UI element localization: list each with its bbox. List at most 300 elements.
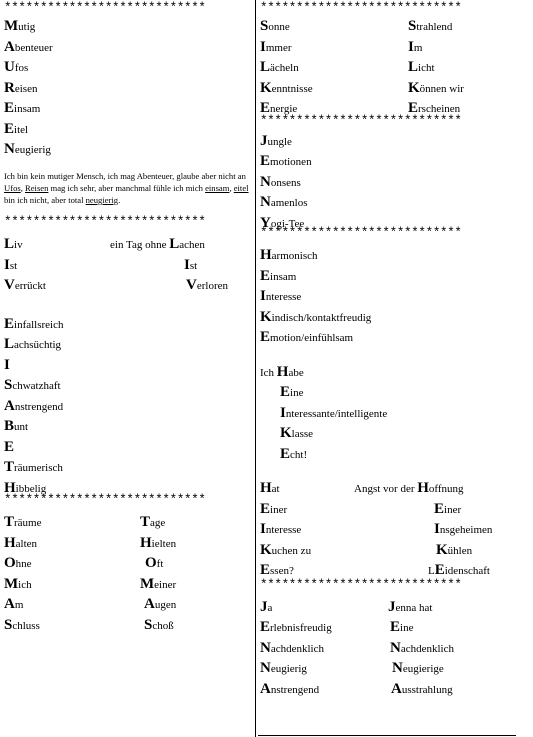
poem-line-right (354, 478, 464, 500)
acrostic-rest: chluss (12, 619, 40, 632)
acrostic-word (144, 596, 177, 613)
acrostic-initial: I (280, 404, 286, 421)
acrostic-initial: M (140, 575, 155, 592)
poem-line (260, 307, 530, 328)
acrostic-initial: S (4, 616, 13, 633)
acrostic-rest: chwatzhaft (12, 380, 61, 393)
poem-line (4, 615, 250, 636)
acrostic-initial: N (392, 660, 403, 676)
poem-line-left (260, 658, 307, 680)
acrostic-initial: I (260, 288, 266, 304)
acrostic-word (4, 459, 63, 476)
acrostic-initial: O (145, 555, 157, 572)
acrostic-word (260, 521, 302, 537)
acrostic-initial: S (4, 377, 13, 394)
poem-line (4, 16, 250, 37)
acrostic-word (4, 418, 29, 435)
acrostic-rest: ine (400, 622, 414, 634)
acrostic-rest: offnung (428, 483, 464, 495)
acrostic-word (408, 38, 423, 55)
acrostic-initial: E (260, 329, 271, 345)
acrostic-rest: choß (152, 619, 174, 632)
acrostic-initial: K (280, 425, 292, 441)
column-divider (255, 0, 256, 737)
acrostic-word (4, 59, 29, 75)
acrostic-word (260, 214, 305, 231)
poem-line-left (4, 255, 17, 277)
acrostic-rest: idenschaft (444, 565, 490, 577)
acrostic-word (4, 596, 24, 613)
poem-line (260, 540, 530, 561)
star-divider: **************************** (4, 493, 206, 508)
poem-line-right (144, 594, 176, 616)
text-run: Ich bin kein mutiger Mensch, ich mag Abenteuer, glaube aber nicht an (4, 170, 246, 181)
poem-line (260, 192, 530, 213)
acrostic-word (4, 38, 53, 55)
poem-line (4, 255, 250, 276)
acrostic-initial: T (140, 514, 151, 531)
acrostic-rest: m (413, 41, 423, 54)
poem-jenny (260, 131, 530, 234)
poem-line (4, 37, 250, 58)
acrostic-initial: J (388, 598, 396, 615)
poem-line (4, 533, 250, 554)
acrostic-word (260, 100, 298, 116)
acrostic-rest: motionen (270, 156, 312, 168)
acrostic-rest: a (267, 601, 273, 614)
acrostic-rest: eugierig (270, 663, 307, 675)
poem-simlke (260, 16, 530, 119)
poem-line (260, 245, 530, 266)
acrostic-initial: O (4, 555, 16, 572)
acrostic-rest: utig (18, 21, 36, 33)
poem-line-left (260, 98, 297, 120)
acrostic-initial: R (4, 79, 15, 96)
poem-line (260, 327, 530, 348)
text-run: , (20, 182, 26, 193)
acrostic-word (4, 141, 51, 157)
acrostic-word (4, 277, 46, 294)
star-divider: **************************** (260, 226, 462, 240)
acrostic-word (408, 79, 464, 96)
poem-line-right (140, 533, 176, 555)
poem-mut (4, 16, 250, 160)
poem-line-left (260, 499, 287, 521)
acrostic-rest: hne (15, 558, 32, 571)
line-prefix: Ich (260, 366, 277, 379)
acrostic-initial: B (4, 418, 15, 435)
acrostic-rest: nergie (270, 103, 298, 115)
acrostic-word (4, 100, 41, 116)
poem-line-left (260, 78, 313, 100)
acrostic-rest: räume (14, 517, 42, 530)
acrostic-initial: N (4, 141, 15, 157)
acrostic-rest: ühlen (447, 544, 473, 557)
acrostic-word (4, 256, 18, 273)
star-divider: **************************** (260, 113, 462, 128)
acrostic-rest: ächeln (270, 62, 299, 74)
poem-line-right (434, 519, 492, 541)
acrostic-word (4, 315, 64, 332)
poem-line (260, 403, 530, 424)
acrostic-initial: E (4, 100, 15, 116)
poem-line (260, 286, 530, 307)
poem-line-left (260, 560, 294, 582)
star-divider: **************************** (260, 577, 462, 592)
acrostic-word (4, 534, 38, 551)
acrostic-rest: iner (270, 503, 288, 516)
acrostic-initial: A (4, 38, 15, 55)
acrostic-word (260, 308, 372, 325)
acrostic-word (260, 562, 294, 578)
acrostic-rest: usstrahlung (401, 683, 453, 696)
acrostic-word (260, 153, 312, 169)
poem-line (4, 416, 250, 437)
acrostic-initial: K (260, 79, 272, 96)
poem-line (4, 437, 250, 458)
poem-line (4, 375, 250, 396)
acrostic-rest: errückt (14, 280, 46, 293)
acrostic-word (408, 59, 435, 75)
acrostic-initial: E (260, 267, 271, 284)
poem-heike (260, 245, 530, 348)
acrostic-rest: iner (444, 503, 462, 516)
acrostic-initial: A (260, 680, 271, 697)
poem-line-right (408, 16, 452, 38)
underlined-word: Reisen (25, 182, 49, 193)
poem-line (4, 119, 250, 140)
acrostic-initial: N (260, 194, 271, 210)
poem-line-right (408, 78, 464, 100)
poem-line (4, 396, 250, 417)
acrostic-rest: fos (14, 62, 29, 74)
acrostic-rest: iv (14, 239, 23, 252)
acrostic-initial: K (408, 79, 420, 96)
acrostic-word (140, 575, 177, 592)
star-divider: **************************** (4, 1, 206, 15)
poem-line-left (4, 533, 37, 555)
poem-habe (260, 362, 530, 465)
acrostic-initial: E (280, 384, 291, 400)
acrostic-word (408, 100, 461, 116)
acrostic-initial: J (260, 598, 268, 615)
poem-line-left (4, 594, 23, 616)
acrostic-initial: E (434, 562, 445, 578)
poem-line-right (388, 597, 432, 619)
acrostic-initial: E (280, 445, 291, 462)
acrostic-rest: insam (14, 103, 41, 115)
acrostic-initial: I (408, 38, 414, 55)
acrostic-initial: H (4, 479, 16, 496)
poem-line-right (140, 512, 165, 534)
poem-line-right (434, 499, 461, 521)
right-column (260, 0, 530, 699)
poem-line (4, 234, 250, 255)
acrostic-word (140, 514, 166, 531)
line-prefix: L (428, 565, 435, 577)
poem-line (4, 478, 250, 499)
acrostic-word (276, 363, 304, 380)
acrostic-rest: achdenklich (400, 642, 454, 655)
poem-line-right (428, 560, 490, 582)
poem-line (4, 334, 250, 355)
acrostic-rest: eugierig (14, 144, 51, 156)
acrostic-initial: E (434, 500, 445, 517)
acrostic-initial: N (260, 639, 271, 656)
acrostic-rest: insam (270, 270, 297, 283)
poem-line-left (4, 553, 32, 575)
poem-line (260, 37, 530, 58)
poem-line-right (391, 679, 453, 701)
poem-line-left (260, 638, 324, 660)
acrostic-word (169, 236, 205, 253)
acrostic-word (260, 173, 301, 190)
acrostic-word (260, 247, 318, 263)
poem-line-left (260, 617, 332, 639)
acrostic-rest: icht (418, 62, 435, 74)
poem-line (260, 499, 530, 520)
poem-line (4, 594, 250, 615)
acrostic-rest: indisch/kontaktfreudig (271, 311, 372, 324)
acrostic-word (260, 288, 302, 304)
poem-line-left (4, 574, 32, 596)
acrostic-initial: E (260, 100, 271, 116)
acrostic-word (390, 639, 454, 656)
acrostic-rest: cht! (290, 448, 308, 461)
acrostic-rest: erloren (196, 280, 228, 293)
acrostic-initial: L (4, 336, 15, 353)
acrostic-initial: E (4, 315, 15, 332)
left-column (4, 0, 250, 635)
acrostic-word (260, 38, 292, 55)
acrostic-word (260, 541, 312, 558)
poem-line (260, 78, 530, 99)
poem-line-right (390, 617, 413, 639)
acrostic-word (260, 79, 313, 96)
acrostic-initial: H (4, 534, 16, 551)
bottom-rule (258, 735, 516, 736)
acrostic-rest: mmer (265, 41, 292, 54)
acrostic-rest: achdenklich (270, 642, 324, 655)
acrostic-word (4, 479, 47, 496)
acrostic-word (4, 236, 23, 253)
poem-line-right (408, 57, 435, 79)
acrostic-initial: A (144, 596, 155, 613)
poem-line-left (260, 597, 272, 619)
poem-line-left (260, 478, 280, 500)
acrostic-rest: trahlend (416, 21, 453, 33)
acrostic-rest: rlebnisfreudig (270, 622, 332, 634)
acrostic-word (260, 267, 297, 284)
acrostic-rest: nteressante/intelligente (285, 407, 388, 420)
poem-line (4, 512, 250, 533)
poem-line-right (184, 255, 197, 277)
acrostic-initial: V (186, 277, 197, 294)
acrostic-rest: ugen (154, 599, 177, 612)
acrostic-rest: motion/einfühlsam (270, 332, 354, 344)
acrostic-initial: M (4, 18, 19, 34)
poem-mut-paragraph (4, 170, 250, 207)
acrostic-rest: nsgeheimen (439, 524, 493, 536)
acrostic-rest: ogi-Tee (270, 217, 305, 230)
acrostic-rest: önnen wir (419, 82, 464, 95)
acrostic-word (260, 194, 308, 210)
acrostic-initial: M (4, 575, 19, 592)
acrostic-rest: achen (179, 239, 205, 252)
acrostic-rest: alten (15, 537, 38, 550)
poem-line-right (408, 98, 460, 120)
acrostic-word (280, 404, 388, 421)
acrostic-rest: infallsreich (14, 318, 64, 331)
acrostic-word (4, 438, 15, 455)
underlined-word: Ufos (4, 182, 21, 193)
line-prefix: ein Tag ohne (110, 239, 170, 252)
acrostic-rest: uchen zu (271, 544, 312, 557)
acrostic-word (4, 397, 64, 414)
poem-line (260, 478, 530, 499)
poem-line (4, 275, 250, 296)
poem-line-right (390, 638, 454, 660)
underlined-word: neugierig (85, 194, 119, 205)
acrostic-word (260, 619, 332, 635)
acrostic-word (260, 480, 280, 496)
acrostic-rest: nteresse (265, 291, 302, 303)
acrostic-initial: L (408, 59, 419, 75)
acrostic-word (260, 18, 290, 34)
acrostic-initial: E (260, 153, 271, 169)
poem-line (260, 362, 530, 383)
poem-line-left (4, 615, 40, 637)
poem-line (4, 457, 250, 478)
poem-line (260, 423, 530, 444)
acrostic-initial: N (260, 660, 271, 676)
acrostic-rest: st (189, 259, 198, 272)
acrostic-initial: J (260, 132, 268, 149)
poem-line (260, 131, 530, 152)
acrostic-rest: onne (268, 21, 290, 33)
poem-line-right (186, 275, 228, 297)
acrostic-initial: S (144, 616, 153, 633)
acrostic-rest: eisen (14, 82, 38, 95)
poem-line (260, 382, 530, 403)
acrostic-initial: N (260, 173, 271, 190)
acrostic-word (144, 616, 174, 633)
poem-line-right (436, 540, 472, 562)
poem-line (4, 314, 250, 335)
text-run: mag ich sehr, aber manchmal fühle ich mich (48, 182, 206, 193)
acrostic-word (391, 680, 453, 697)
acrostic-initial: V (4, 277, 15, 294)
acrostic-initial: K (260, 308, 272, 325)
acrostic-word (4, 555, 32, 572)
acrostic-word (434, 500, 462, 517)
poem-line-left (4, 512, 42, 534)
acrostic-rest: at (271, 483, 280, 495)
poem-liv (4, 234, 250, 296)
acrostic-word (388, 598, 433, 615)
acrostic-word (390, 619, 414, 635)
acrostic-initial: H (417, 480, 429, 496)
poem-line (260, 617, 530, 638)
poem-line (4, 355, 250, 376)
poem-line-left (260, 679, 319, 701)
acrostic-rest: rscheinen (418, 103, 461, 115)
acrostic-initial: L (260, 59, 271, 75)
acrostic-initial: A (4, 397, 15, 414)
acrostic-word (434, 521, 493, 537)
acrostic-word (140, 534, 177, 551)
poem-line-right (408, 37, 422, 59)
acrostic-word (260, 660, 307, 676)
acrostic-word (260, 59, 299, 75)
text-run: , (229, 182, 234, 193)
poem-line (4, 553, 250, 574)
poem-line-left (260, 37, 292, 59)
acrostic-rest: ine (290, 387, 304, 399)
acrostic-rest: eugierige (402, 663, 444, 675)
poem-line (260, 444, 530, 465)
acrostic-word (260, 598, 273, 615)
acrostic-word (280, 445, 308, 462)
acrostic-initial: E (260, 500, 271, 517)
poem-line (260, 658, 530, 679)
acrostic-initial: I (434, 521, 440, 537)
acrostic-word (260, 329, 354, 345)
acrostic-rest: einer (154, 578, 177, 591)
acrostic-initial: E (408, 100, 419, 116)
acrostic-rest: ft (156, 558, 164, 571)
acrostic-initial: K (260, 541, 272, 558)
poem-line-right (145, 553, 163, 575)
acrostic-rest: ich (18, 578, 32, 591)
acrostic-rest: unt (14, 421, 29, 434)
acrostic-rest: achsüchtig (14, 339, 62, 352)
star-divider: **************************** (260, 1, 462, 15)
poem-line (4, 98, 250, 119)
acrostic-initial: L (4, 236, 15, 253)
text-run: . (118, 194, 121, 205)
acrostic-initial: Y (260, 214, 271, 231)
acrostic-word (280, 425, 314, 441)
acrostic-rest: enntnisse (271, 82, 313, 95)
acrostic-word (4, 356, 10, 373)
acrostic-word (417, 480, 464, 496)
poem-line (4, 57, 250, 78)
acrostic-word (4, 575, 32, 592)
acrostic-word (260, 680, 320, 697)
acrostic-word (4, 616, 40, 633)
poem-thomas (4, 512, 250, 635)
acrostic-rest: nstrengend (270, 683, 320, 696)
line-prefix: Angst vor der (354, 483, 418, 495)
acrostic-initial: S (408, 18, 417, 34)
poem-line (260, 98, 530, 119)
acrostic-word (260, 500, 288, 517)
acrostic-initial: H (260, 480, 272, 496)
poem-line-left (260, 540, 311, 562)
poem-line (260, 57, 530, 78)
poem-elisabeth (4, 314, 250, 499)
acrostic-rest: enna hat (395, 601, 433, 614)
acrostic-initial: T (4, 514, 15, 531)
acrostic-word (4, 79, 38, 96)
acrostic-initial: H (140, 534, 152, 551)
acrostic-rest: abe (288, 366, 304, 379)
poem-line (260, 519, 530, 540)
acrostic-rest: ielten (151, 537, 177, 550)
poem-line (260, 266, 530, 287)
acrostic-initial: E (4, 120, 15, 137)
